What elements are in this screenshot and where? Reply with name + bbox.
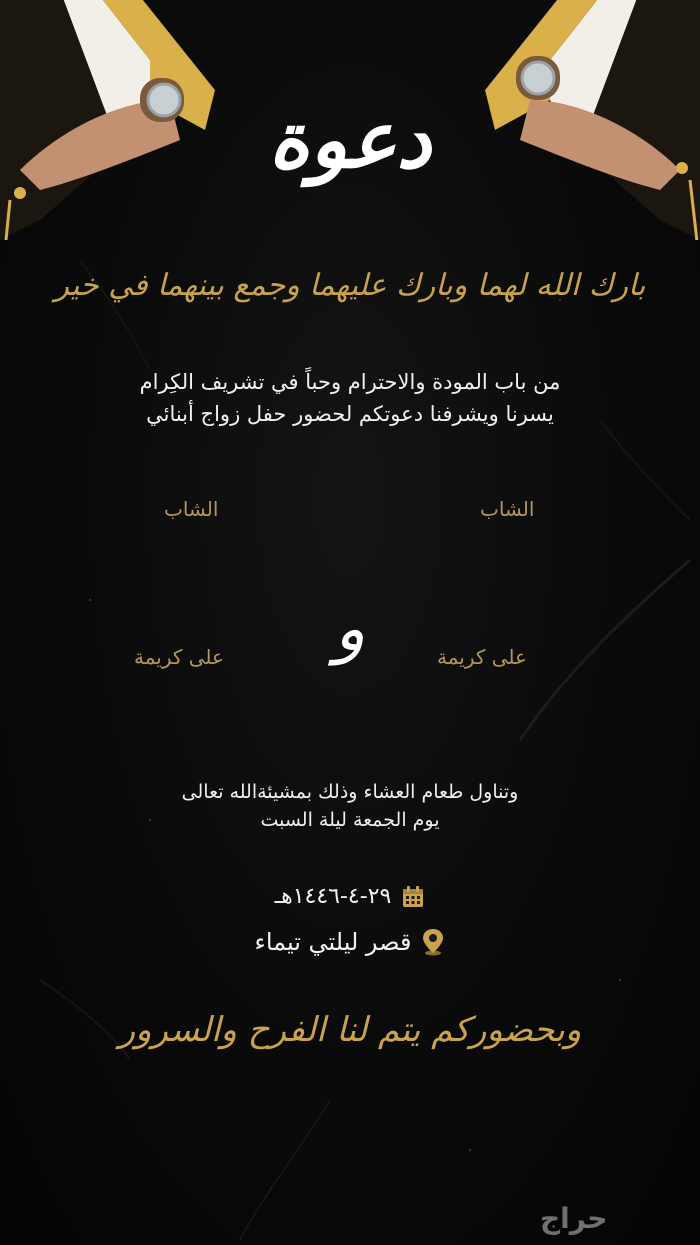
- intro-line-1: من باب المودة والاحترام وحباً في تشريف الكِرام: [139, 370, 561, 394]
- invitation-title: دعوة: [268, 95, 432, 186]
- date-row: [0, 884, 700, 909]
- closing-calligraphy: وبحضوركم يتم لنا الفرح والسرور: [118, 1010, 582, 1050]
- bride-1-label: على كريمة: [437, 645, 527, 669]
- dinner-line-1: وتناول طعام العشاء وذلك بمشيئةالله تعالى: [181, 781, 519, 803]
- dinner-line-2: يوم الجمعة ليلة السبت: [260, 809, 440, 831]
- intro-line-2: يسرنا ويشرفنا دعوتكم لحضور حفل زواج أبنائي: [146, 402, 554, 426]
- groom-1-label: الشاب: [480, 497, 535, 521]
- intro-text: [0, 366, 700, 430]
- calendar-icon: [401, 885, 425, 909]
- event-venue: قصر ليلتي تيماء: [254, 928, 412, 956]
- dinner-text: [0, 778, 700, 834]
- conjunction-text: و: [334, 592, 366, 666]
- event-date: ٢٩-٤-١٤٤٦هـ: [274, 884, 392, 909]
- conjunction-waw-ornament: [322, 580, 378, 670]
- venue-row: [0, 928, 700, 956]
- bride-2-label: على كريمة: [134, 645, 224, 669]
- groom-2-label: الشاب: [164, 497, 219, 521]
- haraj-watermark: حراج: [540, 1202, 608, 1235]
- blessing-calligraphy: بارك الله لهما وبارك عليهما وجمع بينهما في خير: [54, 268, 646, 303]
- location-pin-icon: [421, 928, 445, 956]
